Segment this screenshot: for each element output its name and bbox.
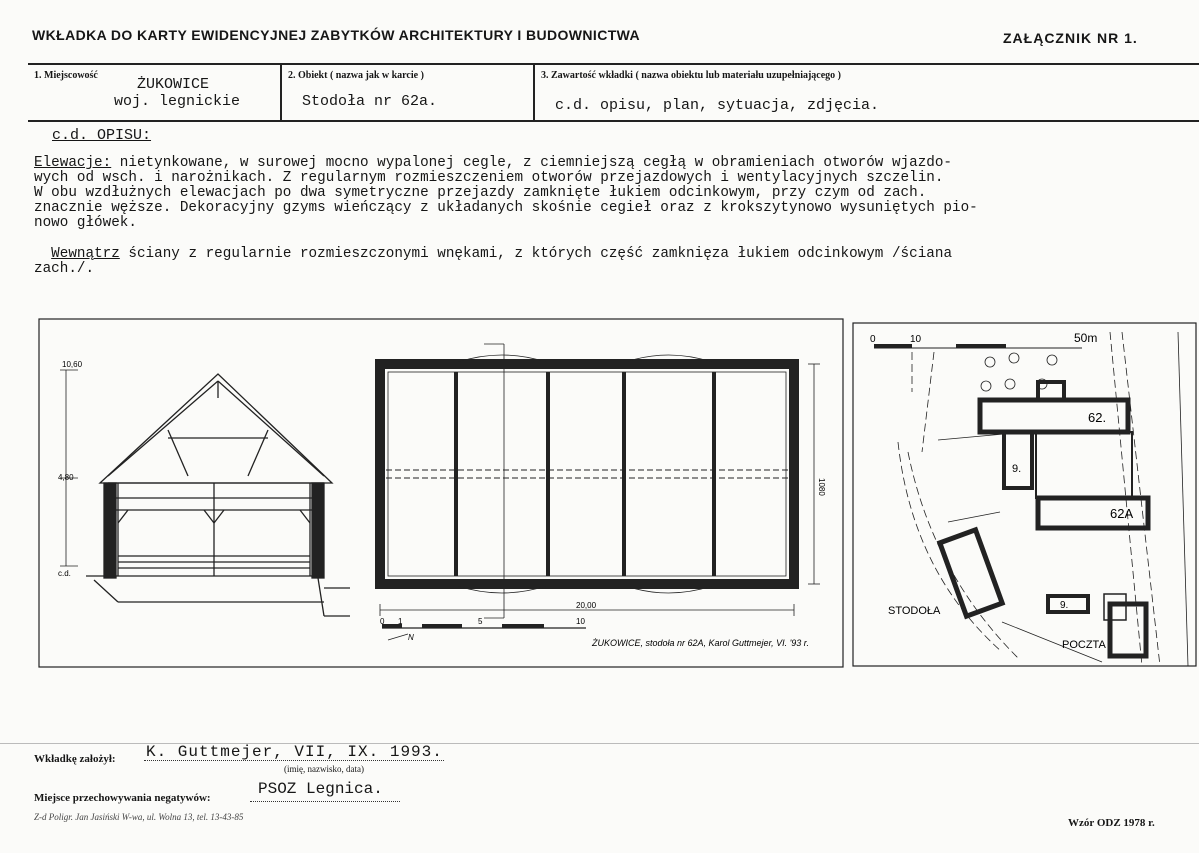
field-divider-1 xyxy=(280,63,282,121)
desc-line-4: znacznie węższe. Dekoracyjny gzyms wieńczący z układanych skośnie cegieł oraz z krokszytynowo wysuniętych pio- xyxy=(34,200,978,216)
building-9-label: 9. xyxy=(1012,463,1022,475)
object-value: Stodoła nr 62a. xyxy=(302,93,438,110)
scale-ten: 10 xyxy=(576,617,585,626)
site-scale-fifty: 50m xyxy=(1074,331,1098,345)
founder-hint: (imię, nazwisko, data) xyxy=(284,764,364,774)
desc-line-1: nietynkowane, w surowej mocno wypalonej cegle, z ciemniejszą cegłą w obramieniach otworów wjazdo- xyxy=(111,155,953,171)
field-divider-2 xyxy=(533,63,535,121)
drawing-caption: ŻUKOWICE, stodoła nr 62A, Karol Guttmejer, VI. '93 r. xyxy=(592,638,809,648)
object-label: 2. Obiekt ( nazwa jak w karcie ) xyxy=(288,70,424,81)
founder-line xyxy=(144,760,444,761)
scale-zero: 0 xyxy=(380,617,385,626)
storage-label: Miejsce przechowywania negatywów: xyxy=(34,792,211,804)
length-dimension: 20,00 xyxy=(576,601,597,610)
building-62a-label: 62A xyxy=(1110,506,1134,521)
contents-value: c.d. opisu, plan, sytuacja, zdjęcia. xyxy=(555,97,880,114)
height-top-label: 10,60 xyxy=(62,360,83,369)
storage-line xyxy=(250,801,400,802)
scale-one: 1 xyxy=(398,617,403,626)
founder-label: Wkładkę założył: xyxy=(34,753,116,765)
ground-level-label: c.d. xyxy=(58,569,71,578)
founder-value: K. Guttmejer, VII, IX. 1993. xyxy=(146,743,443,761)
table-top-rule xyxy=(28,63,1199,65)
scale-five: 5 xyxy=(478,617,483,626)
printer-note: Z-d Poligr. Jan Jasiński W-wa, ul. Wolna 13, tel. 13-43-85 xyxy=(34,812,244,822)
site-scale-zero: 0 xyxy=(870,334,876,345)
storage-value: PSOZ Legnica. xyxy=(258,780,383,798)
interior-line-1: ściany z regularnie rozmieszczonymi wnękami, z których część zamknięza łukiem odcinkowym /ściana xyxy=(119,246,953,262)
interior-heading: Wewnątrz xyxy=(51,246,120,262)
table-bottom-rule xyxy=(28,120,1199,122)
floor-plan xyxy=(380,344,820,640)
contents-label: 3. Zawartość wkładki ( nazwa obiektu lub materiału uzupełniającego ) xyxy=(541,70,842,81)
annex-number: ZAŁĄCZNIK NR 1. xyxy=(1003,30,1138,46)
width-dimension: 1080 xyxy=(817,478,826,496)
locality-value: ŻUKOWICE xyxy=(137,76,210,93)
north-arrow-label: N xyxy=(408,633,414,642)
form-title: WKŁADKA DO KARTY EWIDENCYJNEJ ZABYTKÓW ARCHITEKTURY I BUDOWNICTWA xyxy=(32,27,641,43)
building-62-label: 62. xyxy=(1088,410,1107,425)
site-plan xyxy=(852,322,1198,668)
building-9b-label: 9. xyxy=(1060,600,1069,611)
model-number: Wzór ODZ 1978 r. xyxy=(1068,817,1155,829)
province-value: woj. legnickie xyxy=(114,93,241,110)
architectural-drawing xyxy=(38,318,846,670)
post-office-label: POCZTA xyxy=(1062,639,1106,651)
desc-line-3: W obu wzdłużnych elewacjach po dwa symetryczne przejazdy zamknięte łukiem odcinkowym, przy czym od zach. xyxy=(34,185,927,201)
barn-label: STODOŁA xyxy=(888,605,941,617)
desc-line-2: wych od wsch. i narożnikach. Z regularnym rozmieszczeniem otworów przejazdowych i wentylacyjnych szczelin. xyxy=(34,170,944,186)
interior-line-2: zach./. xyxy=(34,261,95,277)
locality-label: 1. Miejscowość xyxy=(34,70,98,81)
site-scale-ten: 10 xyxy=(910,334,922,345)
elevations-heading: Elewacje: xyxy=(34,155,112,171)
desc-line-5: nowo główek. xyxy=(34,215,137,231)
description-heading: c.d. OPISU: xyxy=(52,127,152,144)
description-text xyxy=(34,156,978,231)
height-mid-label: 4,80 xyxy=(58,473,74,482)
cross-section xyxy=(60,370,350,616)
interior-text xyxy=(34,247,952,277)
